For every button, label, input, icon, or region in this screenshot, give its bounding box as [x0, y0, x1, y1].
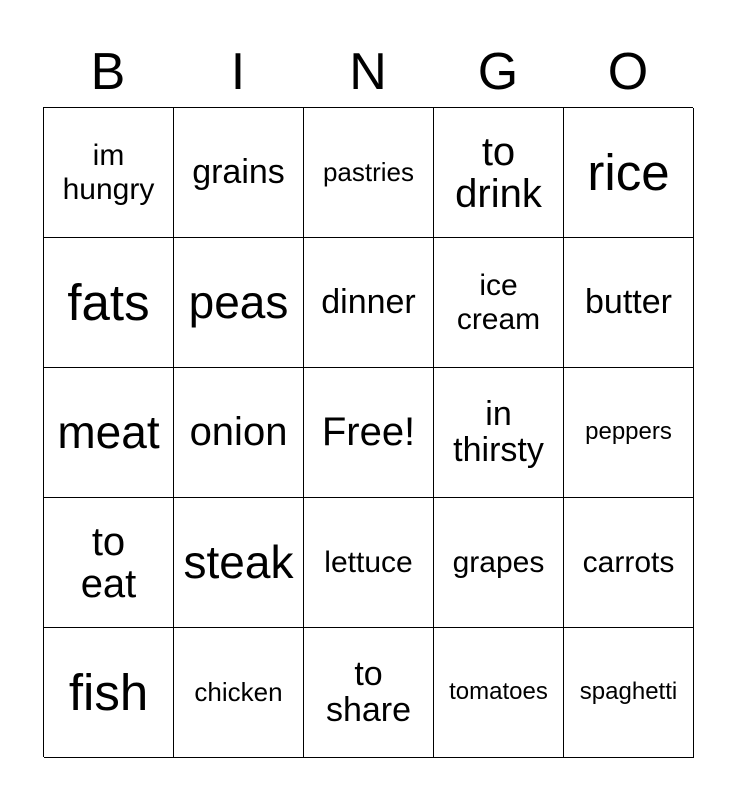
cell-label: tomatoes [449, 678, 548, 706]
cell-label: lettuce [324, 545, 413, 579]
cell-label: meat [57, 405, 160, 458]
bingo-cell free-space[interactable] [304, 368, 434, 498]
cell-label: to share [325, 654, 412, 729]
cell-label: dinner [321, 283, 416, 322]
cell-label: steak [183, 535, 294, 588]
cell-label: peppers [585, 418, 672, 446]
cell-label: rice [587, 143, 670, 201]
bingo-cell[interactable] [434, 368, 564, 498]
cell-label: Free! [321, 410, 416, 455]
cell-label: ice cream [456, 268, 541, 336]
cell-label: fish [68, 663, 149, 721]
cell-label: onion [189, 410, 288, 455]
bingo-cell[interactable] [564, 108, 694, 238]
cell-label: to eat [80, 519, 137, 606]
bingo-cell[interactable] [564, 238, 694, 368]
header-letter-g: G [477, 43, 519, 101]
header-letter-i: I [230, 43, 246, 101]
bingo-cell[interactable] [174, 108, 304, 238]
header-letter-b: B [90, 43, 126, 101]
cell-label: im hungry [62, 138, 155, 206]
bingo-cell[interactable] [304, 628, 434, 758]
cell-label: to drink [455, 129, 542, 216]
header-letter-n: N [349, 43, 387, 101]
bingo-cell[interactable] [564, 628, 694, 758]
cell-label: spaghetti [579, 678, 678, 706]
bingo-cell[interactable] [44, 238, 174, 368]
bingo-cell[interactable] [44, 108, 174, 238]
bingo-board [43, 107, 693, 757]
cell-label: pastries [322, 156, 415, 187]
bingo-header [43, 38, 693, 106]
bingo-cell[interactable] [44, 628, 174, 758]
bingo-cell[interactable] [564, 498, 694, 628]
cell-label: butter [585, 283, 672, 322]
cell-label: peas [188, 275, 289, 328]
bingo-cell[interactable] [174, 498, 304, 628]
header-letter-o: O [607, 43, 649, 101]
bingo-cell[interactable] [434, 108, 564, 238]
bingo-cell[interactable] [304, 238, 434, 368]
cell-label: grains [192, 153, 285, 192]
bingo-cell[interactable] [174, 628, 304, 758]
cell-label: in thirsty [453, 394, 544, 469]
bingo-cell[interactable] [434, 238, 564, 368]
bingo-cell[interactable] [304, 498, 434, 628]
bingo-cell[interactable] [174, 238, 304, 368]
bingo-cell[interactable] [174, 368, 304, 498]
bingo-cell[interactable] [304, 108, 434, 238]
bingo-cell[interactable] [434, 498, 564, 628]
cell-label: grapes [452, 545, 545, 579]
cell-label: fats [67, 273, 150, 331]
cell-label: chicken [194, 676, 283, 707]
cell-label: carrots [582, 545, 675, 579]
bingo-cell[interactable] [434, 628, 564, 758]
bingo-cell[interactable] [44, 498, 174, 628]
bingo-cell[interactable] [44, 368, 174, 498]
bingo-cell[interactable] [564, 368, 694, 498]
